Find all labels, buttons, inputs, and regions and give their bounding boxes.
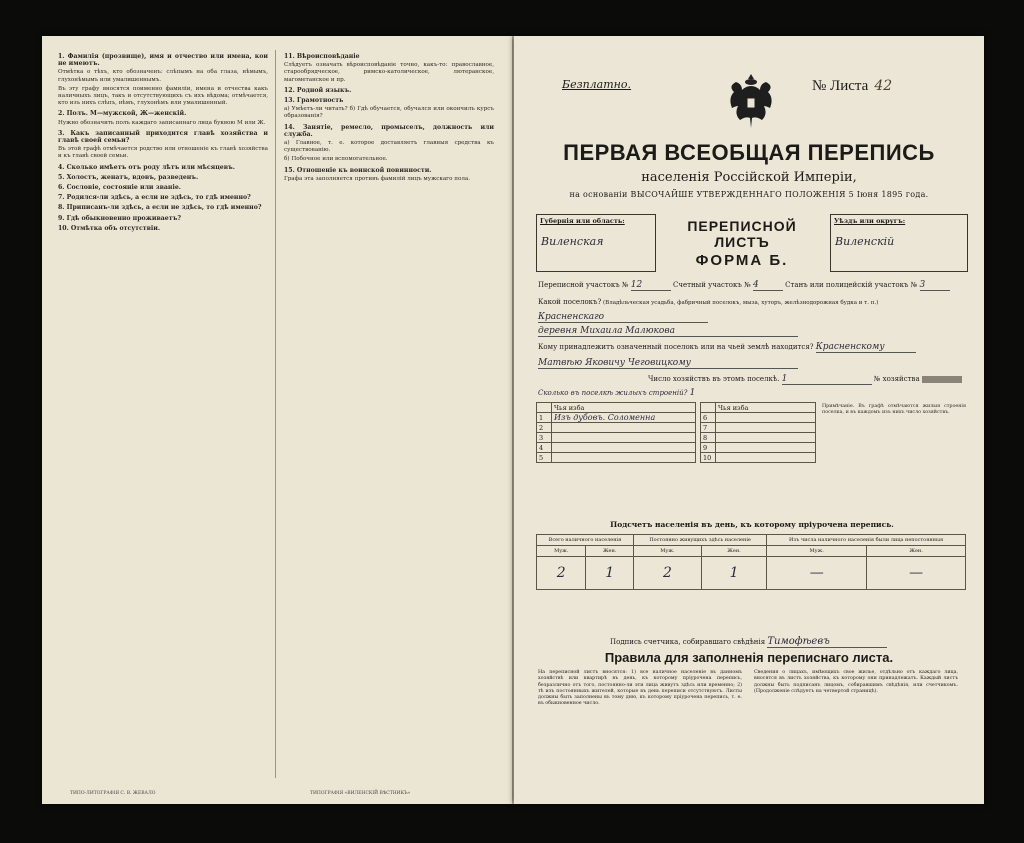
rules-column-1: На переписной листъ вносятся: 1) все наличное населеніе въ данномъ хозяйствѣ или квартирѣ въ день, къ которому пріурочена перепись, безразлично отъ того, постоянно-ли эти лица живутъ здѣсь или временно; 2) тѣ изъ постоянныхъ жителей, которые въ день переписи отсутствуютъ. Листы должны быть заполнены въ тому дню, къ которому пріурочена перепись, т. е. въ обыкновенное число.: [538, 670, 742, 707]
count-sub: Жен.: [586, 546, 634, 557]
instruction-text: Въ этой графѣ отмѣчается родство или отношеніе къ главѣ хозяйства и къ главѣ своей семьи.: [58, 146, 268, 160]
settlement-type-row: Какой поселокъ? (Владѣльческая усадьба, фабричный поселокъ, мыза, хуторъ, желѣзнодорожная будка и т. п.): [538, 298, 879, 306]
instruction-heading: 9. Гдѣ обыкновенно проживаетъ?: [58, 214, 181, 222]
document-subtitle: населенія Россійской Имперіи,: [641, 170, 857, 185]
count-sub: Муж.: [537, 546, 586, 557]
household-stamp: [922, 376, 962, 383]
instruction-text: Слѣдуетъ означать вѣроисповѣданіе точно, какъ-то: православное, старообрядческое, римско-католическое, лютеранское, магометанское и пр.: [284, 62, 494, 83]
count-value: —: [767, 557, 867, 590]
province-value: Виленская: [541, 235, 604, 248]
left-page: [42, 36, 512, 804]
instruction-heading: 12. Родной языкъ.: [284, 86, 352, 94]
form-title: [658, 218, 826, 269]
instruction-heading: 11. Вѣроисповѣданіе: [284, 53, 360, 60]
instruction-text: б) Побочное или вспомогательное.: [284, 156, 388, 163]
instruction-text: а) Умѣетъ-ли читать? б) Гдѣ обучается, обучался или окончилъ курсъ образованія?: [284, 106, 494, 120]
rules-title: Правила для заполненія переписнаго листа.: [604, 650, 894, 665]
population-count-title: Подсчетъ населенія въ день, къ которому пріурочена перепись.: [610, 520, 894, 529]
instruction-heading: 13. Грамотность: [284, 97, 344, 105]
instruction-heading: 2. Полъ. М—мужской, Ж—женскій.: [58, 110, 187, 118]
province-box: [536, 214, 656, 272]
column-divider: [275, 50, 276, 778]
instruction-heading: 3. Какъ записанный приходится главѣ хозяйства и главѣ своей семьи?: [58, 129, 268, 145]
instruction-text: Отмѣтка о тѣхъ, кто обозначенъ: слѣпымъ на оба глаза, нѣмымъ, глухонѣмымъ или умалишеннымъ.: [58, 69, 268, 83]
count-value: 2: [537, 557, 586, 590]
buildings-grid-left: Чья изба 1 Изъ дубовъ. Соломенна 2 3 4 5: [536, 402, 696, 463]
instruction-text: Нужно обозначить полъ каждаго записаннаго лица буквою М или Ж.: [58, 119, 266, 126]
instruction-heading: 4. Сколько имѣетъ отъ роду лѣтъ или мѣсяцевъ.: [58, 163, 235, 171]
printer-imprint-right: ТИПОГРАФІЯ «ВИЛЕНСКІЙ ВѢСТНИКЪ»: [310, 791, 411, 796]
document-title: ПЕРВАЯ ВСЕОБЩАЯ ПЕРЕПИСЬ: [563, 140, 935, 165]
count-value: 2: [633, 557, 701, 590]
document-decree: на основаніи ВЫСОЧАЙШЕ УТВЕРЖДЕННАГО ПОЛОЖЕНІЯ 5 Іюня 1895 года.: [569, 190, 929, 199]
instruction-heading: 10. Отмѣтка объ отсутствіи.: [58, 224, 161, 232]
province-label: Губернія или область:: [540, 217, 625, 225]
instruction-heading: 7. Родился-ли здѣсь, а если не здѣсь, то гдѣ именно?: [58, 194, 251, 202]
count-header-permanent: Постоянно живущихъ здѣсь населеніе: [633, 535, 766, 546]
population-count-table: [536, 534, 966, 590]
count-sub: Жен.: [867, 546, 966, 557]
owner-row: Кому принадлежитъ означенный поселокъ или на чьей землѣ находится? Красненскому: [538, 342, 966, 353]
free-label: Безплатно.: [562, 78, 632, 91]
owner-name-row: Матвѣю Яковичу Чеговицкому: [538, 358, 966, 369]
instruction-text: Въ эту графу вносятся поименно фамиліи, имена и отчества какъ наличныхъ лицъ, такъ и отсутствующихъ съ ихъ вѣдома; отмѣчается, кто изъ нихъ слѣпъ, нѣмъ, глухонѣмъ или умалишенный.: [58, 85, 268, 107]
printer-imprint-left: ТИПО-ЛИТОГРАФІЯ С. В. ЖЕВАЛО: [70, 791, 156, 796]
households-row: Число хозяйствъ въ этомъ поселкѣ. 1 № хозяйства: [538, 374, 966, 385]
instruction-text: Графа эта заполняется противъ фамилій лицъ мужскаго пола.: [284, 175, 471, 182]
district-box: [830, 214, 968, 272]
buildings-row: Сколько въ поселкѣ жилыхъ строеній? 1: [538, 388, 696, 398]
enumerator-signature: Тимофѣевъ: [767, 636, 887, 648]
instructions-column-1: [58, 50, 268, 778]
enumerator-signature-row: Подпись счетчика, собиравшаго свѣдѣнія Тимофѣевъ: [610, 636, 887, 648]
instruction-heading: 5. Холостъ, женатъ, вдовъ, разведенъ.: [58, 173, 199, 181]
settlement-name-row: Красненскаго: [538, 312, 966, 323]
buildings-note: Примѣчаніе. Въ графѣ отмѣчаются жилыя строенія поселка, и въ каждомъ изъ нихъ число хозяйствъ.: [822, 404, 966, 416]
instructions-column-2: [284, 50, 494, 778]
count-sub: Муж.: [633, 546, 701, 557]
instruction-heading: 1. Фамилія (прозвище), имя и отчество или имена, кои не имеютъ.: [58, 53, 268, 68]
list-number: № Листа 42: [812, 78, 893, 94]
form-header: [536, 214, 966, 272]
count-sub: Жен.: [701, 546, 766, 557]
district-value: Виленскій: [835, 235, 895, 248]
count-value: 1: [701, 557, 766, 590]
form-title-line2: ФОРМА Б.: [695, 252, 789, 269]
instruction-heading: 6. Сословіе, состояніе или званіе.: [58, 184, 181, 192]
instruction-heading: 8. Приписанъ-ли здѣсь, а если не здѣсь, то гдѣ именно?: [58, 204, 262, 212]
district-label: Уѣздъ или округъ:: [834, 217, 906, 225]
count-sub: Муж.: [767, 546, 867, 557]
rules-column-2: Сведения о лицахъ, имѣющихъ свое жилье, отдѣльно отъ каждаго лица, вносятся въ листъ хозяйства, къ которому они принадлежатъ. Каждый листъ должны быть подписанъ лицомъ, собиравшимъ свѣдѣнія, или счетчикомъ. (Продолженіе слѣдуетъ на четвертой страницѣ).: [754, 670, 958, 694]
count-header-temporary: Изъ числа наличного населенія были лица непостоянныя: [767, 535, 966, 546]
form-title-line1: ПЕРЕПИСНОЙ ЛИСТЪ: [687, 218, 797, 250]
count-value: —: [867, 557, 966, 590]
double-headed-eagle-emblem: [726, 70, 776, 136]
instruction-heading: 15. Отношеніе къ воинской повинности.: [284, 166, 432, 174]
census-district-row: Переписной участокъ № 12 Счетный участокъ № 4 Станъ или полицейскій участокъ № 3: [538, 280, 966, 291]
settlement-name-row-2: деревня Михаила Малюкова: [538, 326, 966, 337]
count-value: 1: [586, 557, 634, 590]
instruction-text: а) Главное, т. е. которое доставляетъ главныя средства къ существованію.: [284, 140, 494, 154]
right-page: [514, 36, 984, 804]
buildings-grid-right: Чья изба 6 7 8 9 10: [700, 402, 816, 463]
instruction-heading: 14. Занятіе, ремесло, промыселъ, должность или служба.: [284, 123, 494, 138]
count-header-present: Всего наличного населенія: [537, 535, 634, 546]
